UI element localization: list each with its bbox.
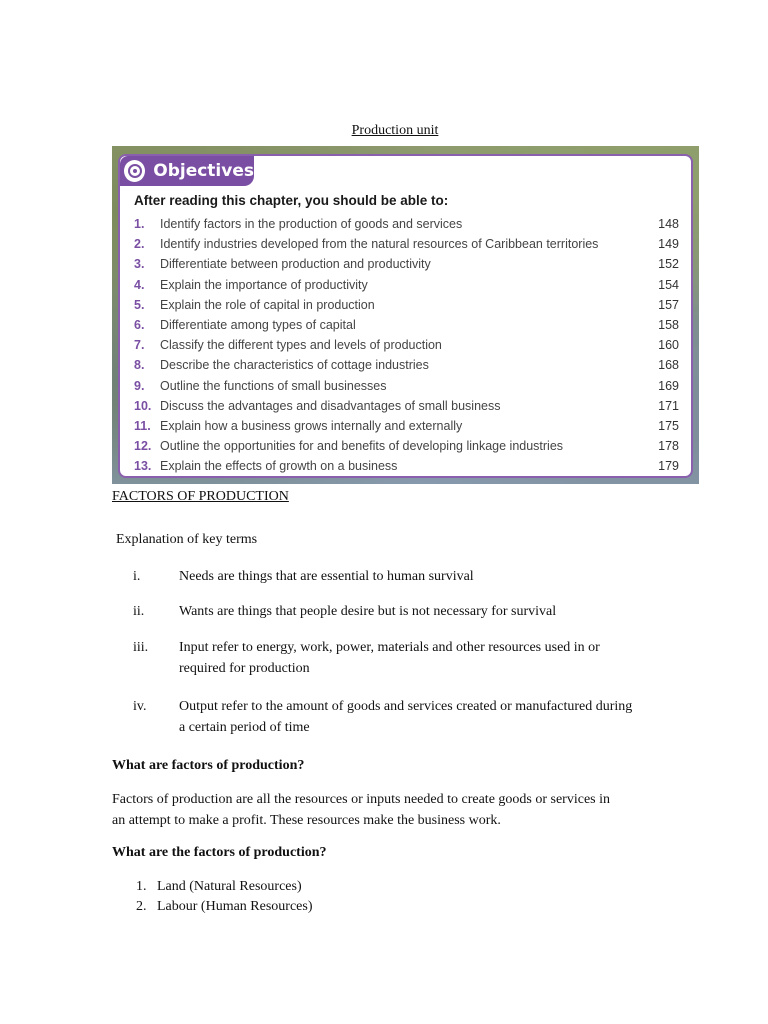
item-text: Differentiate between production and productivity	[160, 257, 431, 272]
item-text: Discuss the advantages and disadvantages of small business	[160, 398, 501, 413]
item-page: 168	[658, 358, 679, 373]
term-text: Input refer to energy, work, power, materials and other resources used in or required for production	[179, 640, 600, 676]
list-item	[134, 396, 679, 416]
objectives-heading: Objectives	[153, 161, 254, 181]
objectives-list	[134, 214, 679, 476]
list-item	[134, 295, 679, 315]
item-number: 4.	[134, 277, 145, 292]
target-icon	[124, 160, 145, 182]
item-page: 154	[658, 277, 679, 292]
factor-number: 1.	[136, 879, 147, 894]
list-item	[134, 335, 679, 355]
item-number: 13.	[134, 459, 152, 474]
item-page: 175	[658, 418, 679, 433]
section-heading: FACTORS OF PRODUCTION	[112, 489, 289, 504]
term-number: iv.	[133, 699, 147, 714]
list-item	[134, 234, 679, 254]
item-text: Describe the characteristics of cottage industries	[160, 358, 429, 373]
list-item	[134, 376, 679, 396]
objectives-intro: After reading this chapter, you should be able to:	[134, 193, 449, 208]
item-page: 179	[658, 459, 679, 474]
factor-text: Labour (Human Resources)	[157, 899, 313, 914]
term-text: Wants are things that people desire but is not necessary for survival	[179, 604, 557, 619]
question-heading: What are factors of production?	[112, 758, 305, 773]
item-number: 7.	[134, 338, 145, 353]
item-number: 6.	[134, 318, 145, 333]
list-item	[134, 254, 679, 274]
item-text: Differentiate among types of capital	[160, 318, 356, 333]
item-page: 157	[658, 297, 679, 312]
list-item	[133, 696, 633, 738]
item-text: Explain the importance of productivity	[160, 277, 368, 292]
item-number: 2.	[134, 237, 145, 252]
objectives-tab	[120, 156, 254, 186]
objectives-panel	[118, 154, 693, 478]
item-number: 12.	[134, 439, 152, 454]
item-text: Identify factors in the production of goods and services	[160, 217, 463, 232]
list-item	[134, 315, 679, 335]
item-number: 8.	[134, 358, 145, 373]
list-item	[134, 456, 679, 476]
item-number: 5.	[134, 297, 145, 312]
term-text: Needs are things that are essential to human survival	[179, 569, 474, 584]
item-page: 178	[658, 439, 679, 454]
item-page: 171	[658, 398, 679, 413]
item-page: 148	[658, 217, 679, 232]
term-number: ii.	[133, 604, 145, 619]
factors-list	[136, 877, 313, 917]
question-heading: What are the factors of production?	[112, 845, 327, 860]
list-item	[136, 897, 313, 917]
item-text: Explain the effects of growth on a business	[160, 459, 398, 474]
item-page: 160	[658, 338, 679, 353]
term-number: i.	[133, 569, 141, 584]
answer-paragraph: Factors of production are all the resources or inputs needed to create goods or services in an attempt to make a profit. These resources make the business work.	[112, 792, 610, 828]
item-text: Outline the functions of small businesses	[160, 378, 387, 393]
list-item	[133, 601, 556, 622]
item-number: 3.	[134, 257, 145, 272]
key-terms-label: Explanation of key terms	[116, 532, 258, 547]
term-number: iii.	[133, 640, 149, 655]
list-item	[133, 566, 474, 587]
item-number: 1.	[134, 217, 145, 232]
factor-number: 2.	[136, 899, 147, 914]
list-item	[136, 877, 313, 897]
item-text: Classify the different types and levels of production	[160, 338, 442, 353]
list-item	[133, 637, 633, 679]
item-text: Explain the role of capital in production	[160, 297, 375, 312]
item-number: 11.	[134, 418, 151, 433]
term-text: Output refer to the amount of goods and services created or manufactured during a certain period of time	[179, 699, 633, 735]
item-page: 149	[658, 237, 679, 252]
item-page: 158	[658, 318, 679, 333]
list-item	[134, 355, 679, 375]
page-title: Production unit	[351, 123, 439, 138]
item-number: 9.	[134, 378, 145, 393]
list-item	[134, 214, 679, 234]
objectives-box	[112, 146, 699, 484]
item-text: Explain how a business grows internally and externally	[160, 418, 463, 433]
item-text: Identify industries developed from the natural resources of Caribbean territories	[160, 237, 599, 252]
item-text: Outline the opportunities for and benefits of developing linkage industries	[160, 439, 564, 454]
factor-text: Land (Natural Resources)	[157, 879, 302, 894]
list-item	[134, 416, 679, 436]
list-item	[134, 436, 679, 456]
item-number: 10.	[134, 398, 152, 413]
item-page: 152	[658, 257, 679, 272]
list-item	[134, 275, 679, 295]
item-page: 169	[658, 378, 679, 393]
